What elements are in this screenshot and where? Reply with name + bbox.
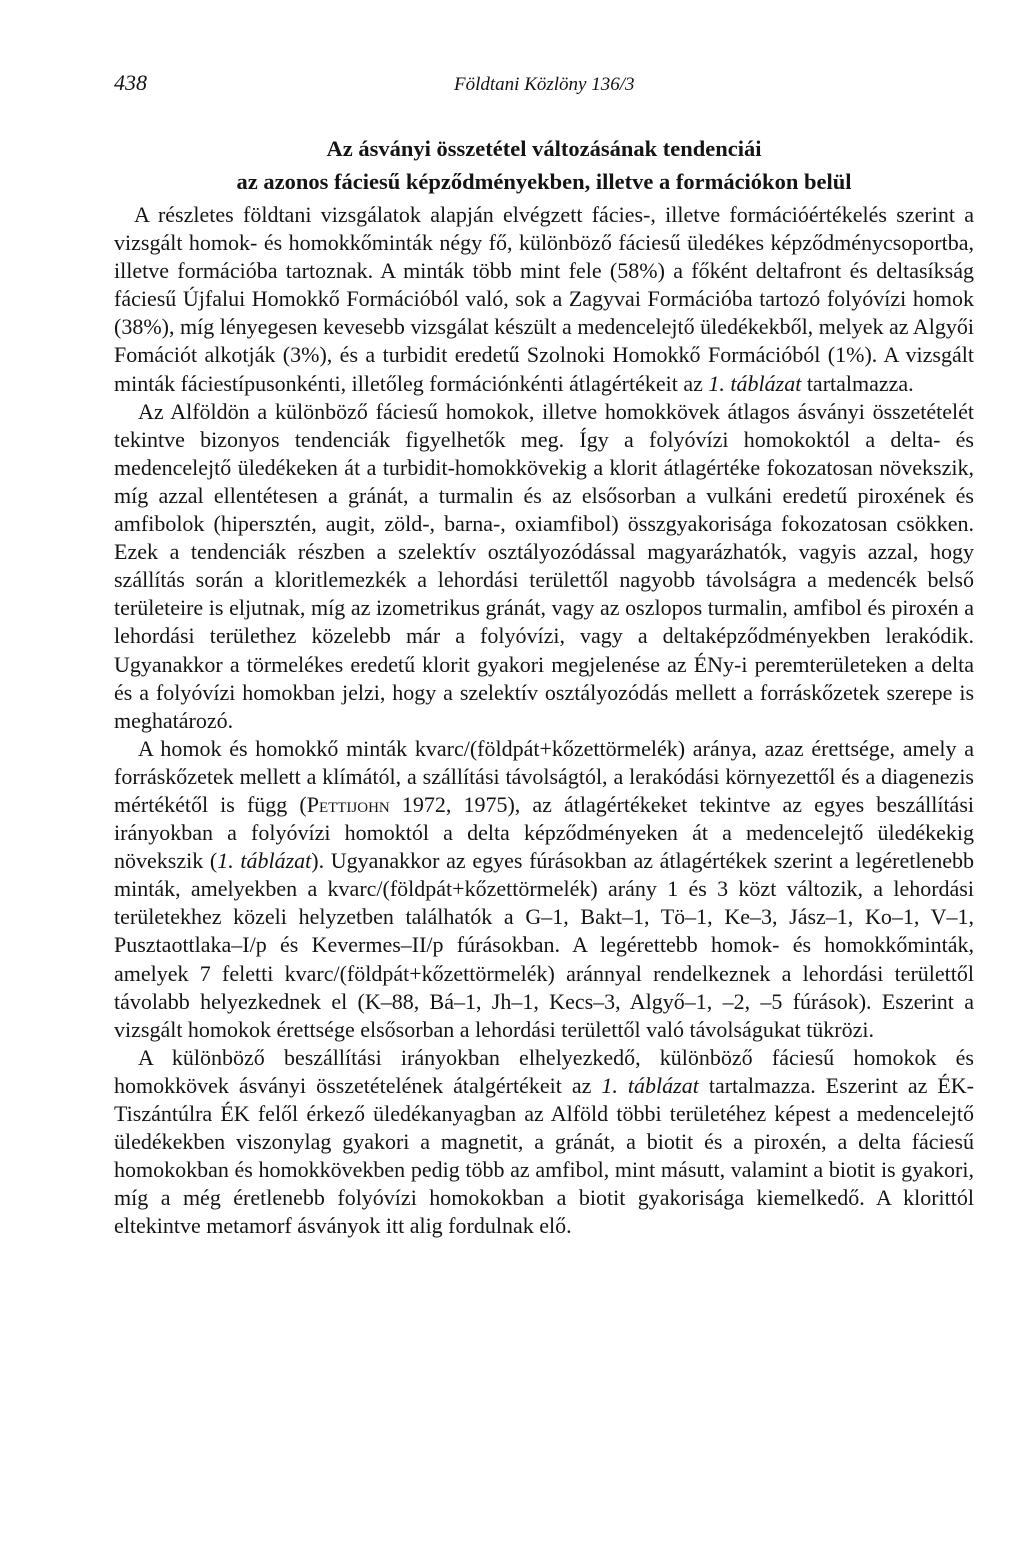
journal-title: Földtani Közlöny 136/3 xyxy=(454,74,635,95)
paragraph-maturity xyxy=(114,735,974,1044)
paragraph-text: tartalmazza. xyxy=(801,370,914,396)
paragraph-mineral-trends: Az Alföldön a különböző fáciesű homokok, illetve homokkövek átlagos ásványi összetételét tekintve bizonyos tendenciák figyelhetők meg. Így a folyóvízi homokoktól a delta- és medencelejtő üledékeken át a turbidit-homokkövekig a klorit átlagértéke fokozatosan növekszik, míg azzal ellentétesen a gránát, a turmalin és az elsősorban a vulkáni eredetű piroxének és amfibolok (hipersztén, augit, zöld-, barna-, oxiamfibol) összgyakorisága fokozatosan csökken. Ezek a tendenciák részben a szelektív osztályozódással magyarázhatók, vagyis azzal, hogy szállítás során a kloritlemezkék a lehordási területtől nagyobb távolságra a medencék belső területeire is eljutnak, míg az izometrikus gránát, vagy az oszlopos turmalin, amfibol és piroxén a lehordási területhez közelebb már a folyóvízi, vagy a deltaképződményekben lerakódik. Ugyanakkor a törmelékes eredetű klorit gyakori megjelenése az ÉNy-i peremterületeken a delta és a folyóvízi homokban jelzi, hogy a szelektív osztályozódás mellett a forráskőzetek szerepe is meghatározó. xyxy=(114,398,974,733)
paragraph-text: A különböző beszállítási irányokban elhelyezkedő, különböző fáciesű homokok és homokkövek ásványi összetételének átalgértékeit az xyxy=(114,1044,974,1098)
paragraph-text: 1972, 1975), az átlagértékeket tekintve az egyes beszállítási irányokban a folyóvízi homoktól a delta képződményeken át a medencelejtő üledékekig növekszik ( xyxy=(114,791,974,874)
table-reference: 1. táblázat xyxy=(601,1072,699,1098)
body-text xyxy=(114,201,974,1240)
running-head xyxy=(114,70,974,110)
paragraph-transport-directions xyxy=(114,1044,974,1241)
paragraph-text: A részletes földtani vizsgálatok alapján elvégzett fácies-, illetve formációértékelés szerint a vizsgált homok- és homokkőminták négy fő, különböző fáciesű üledékes képződménycsoportba, illetve formációba tartoznak. A minták több mint fele (58%) a főként deltafront és deltasíkság fáciesű Újfalui Homokkő Formációból való, sok a Zagyvai Formációba tartozó folyóvízi homok (38%), míg lényegesen kevesebb vizsgálat készült a medencelejtő üledékekből, melyek az Algyői Fomációt alkotják (3%), és a turbidit eredetű Szolnoki Homokkő Formációból (1%). A vizsgált minták fáciestípusonkénti, illetőleg formációnkénti átlagértékeit az xyxy=(114,202,974,396)
section-heading xyxy=(114,132,974,198)
paragraph-text: ). Ugyanakkor az egyes fúrásokban az átlagértékek szerint a legéretlenebb minták, amelyekben a kvarc/(földpát+kőzettörmelék) arány 1 és 3 közt változik, a lehordási területekhez közeli helyzetben találhatók a G–1, Bakt–1, Tö–1, Ke–3, Jász–1, Ko–1, V–1, Pusztaottlaka–I/p és Kevermes–II/p fúrásokban. A legérettebb homok- és homokkőminták, amelyek 7 feletti kvarc/(földpát+kőzettörmelék) aránnyal rendelkeznek a lehordási területtől távolabb helyezkednek el (K–88, Bá–1, Jh–1, Kecs–3, Algyő–1, –2, –5 fúrások). Eszerint a vizsgált homokok érettsége elsősorban a lehordási területtől való távolságukat tükrözi. xyxy=(114,848,974,1042)
paragraph-text: tartalmazza. Eszerint az ÉK-Tiszántúlra ÉK felől érkező üledékanyagban az Alföld többi területéhez képest a medencelejtő üledékekben viszonylag gyakori a magnetit, a gránát, a biotit és a piroxén, a delta fáciesű homokokban és homokkövekben pedig több az amfibol, mint másutt, valamint a biotit is gyakori, míg a még éretlenebb folyóvízi homokokban a biotit gyakorisága kiemelkedő. A klorittól eltekintve metamorf ásványok itt alig fordulnak elő. xyxy=(114,1072,975,1239)
journal-page xyxy=(114,70,974,1240)
table-reference: 1. táblázat xyxy=(217,848,312,874)
citation-author: Pettijohn xyxy=(306,791,390,817)
paragraph-facies-groups xyxy=(114,201,974,398)
page-number: 438 xyxy=(114,70,147,95)
section-heading-line-1: Az ásványi összetétel változásának tendenciái xyxy=(326,136,762,161)
paragraph-text: A homok és homokkő minták kvarc/(földpát+kőzettörmelék) aránya, azaz érettsége, amely a forráskőzetek mellett a klímától, a szállítási távolságtól, a lerakódási környezettől és a diagenezis mértékétől is függ ( xyxy=(114,735,974,817)
section-heading-line-2: az azonos fáciesű képződményekben, illetve a formációkon belül xyxy=(236,169,852,194)
table-reference: 1. táblázat xyxy=(708,370,802,396)
